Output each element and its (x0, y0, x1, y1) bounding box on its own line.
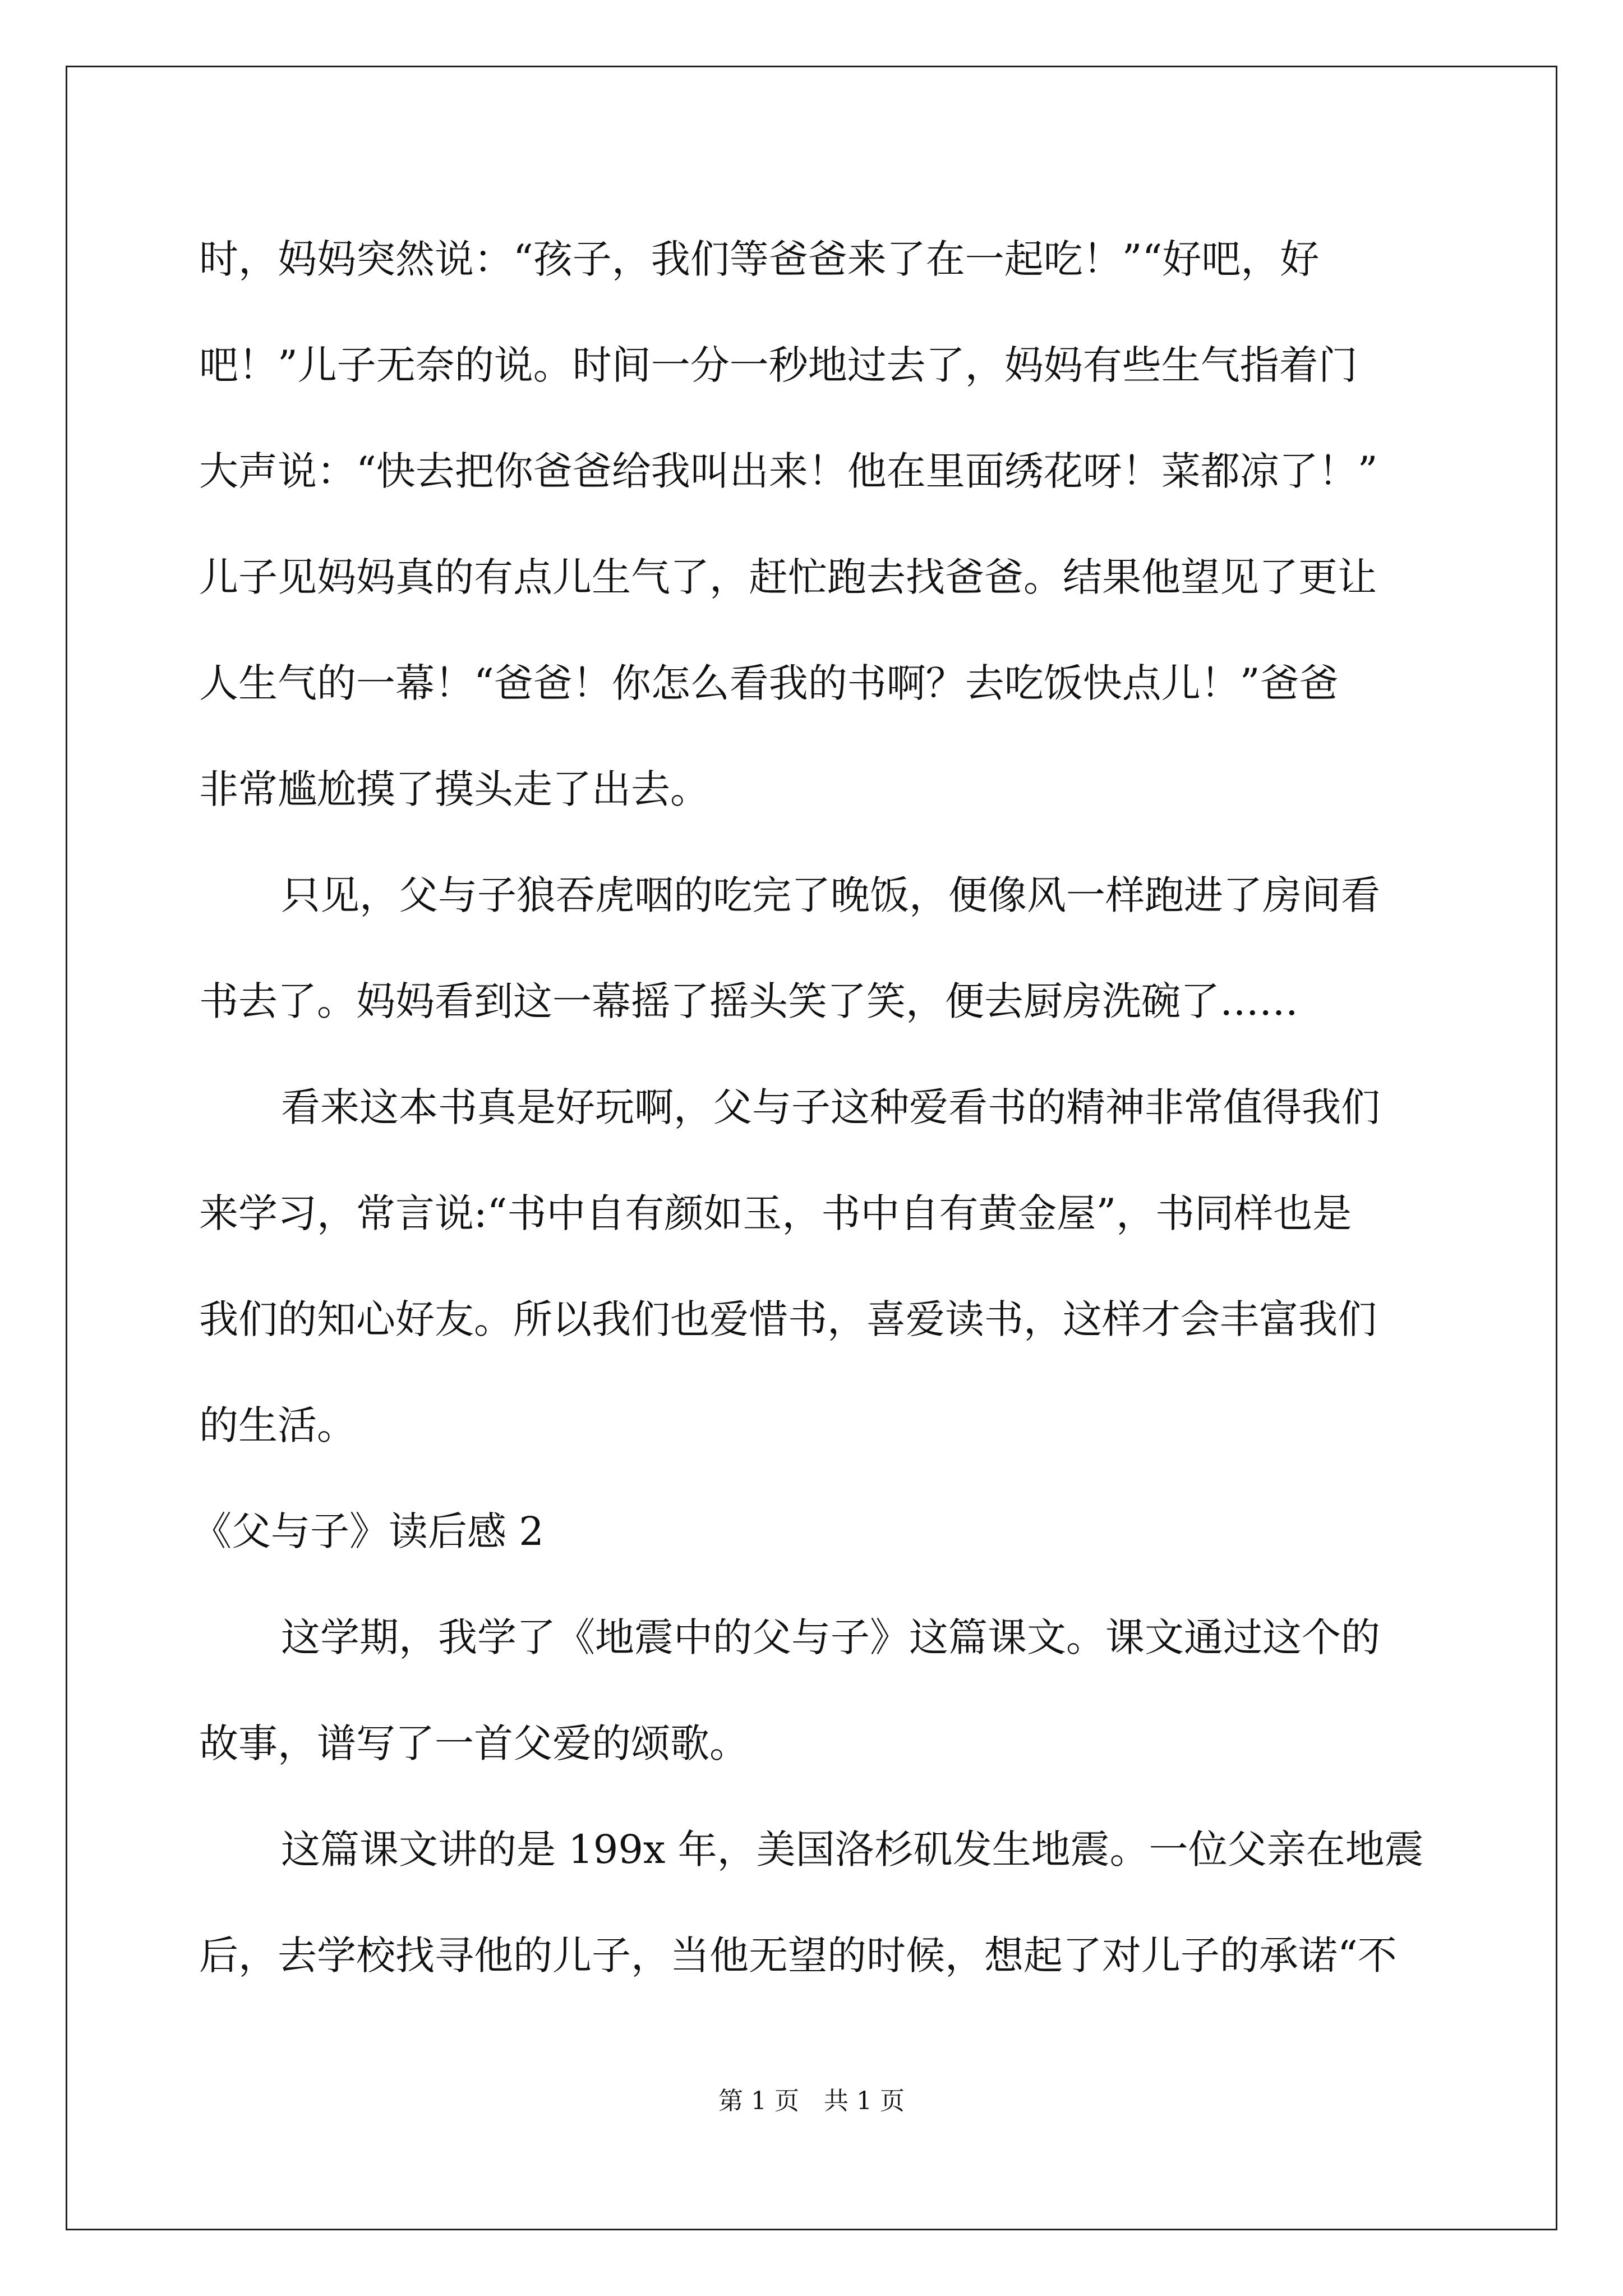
text-line-4: 儿子见妈妈真的有点儿生气了，赶忙跑去找爸爸。结果他望见了更让 (199, 554, 1377, 600)
text-line-16: 这篇课文讲的是 199x 年，美国洛杉矶发生地震。一位父亲在地震 (281, 1826, 1424, 1872)
text-line-17: 后，去学校找寻他的儿子，当他无望的时候，想起了对儿子的承诺“不 (199, 1932, 1397, 1978)
text-line-12: 的生活。 (199, 1402, 356, 1448)
text-line-3: 大声说：“快去把你爸爸给我叫出来！他在里面绣花呀！菜都凉了！” (199, 448, 1378, 494)
text-line-11: 我们的知心好友。所以我们也爱惜书，喜爱读书，这样才会丰富我们 (199, 1296, 1377, 1342)
text-line-8: 书去了。妈妈看到这一幕摇了摇头笑了笑，便去厨房洗碗了…… (199, 978, 1298, 1024)
text-line-15: 故事，谱写了一首父爱的颂歌。 (199, 1720, 749, 1766)
text-line-5: 人生气的一幕！“爸爸！你怎么看我的书啊？去吃饭快点儿！”爸爸 (199, 660, 1339, 706)
text-line-1: 时，妈妈突然说：“孩子，我们等爸爸来了在一起吃！”“好吧，好 (199, 236, 1320, 282)
text-line-7: 只见，父与子狼吞虎咽的吃完了晚饭，便像风一样跑进了房间看 (281, 872, 1380, 918)
document-body (192, 206, 1433, 2009)
text-line-10: 来学习，常言说:“书中自有颜如玉，书中自有黄金屋”，书同样也是 (199, 1190, 1352, 1236)
section-heading: 《父与子》读后感 2 (192, 1508, 544, 1554)
text-line-6: 非常尴尬摸了摸头走了出去。 (199, 766, 709, 812)
text-line-2: 吧！”儿子无奈的说。时间一分一秒地过去了，妈妈有些生气指着门 (199, 342, 1358, 388)
text-line-14: 这学期，我学了《地震中的父与子》这篇课文。课文通过这个的 (281, 1614, 1380, 1660)
page-number-footer: 第 1 页 共 1 页 (718, 2087, 905, 2115)
text-line-9: 看来这本书真是好玩啊，父与子这种爱看书的精神非常值得我们 (281, 1084, 1380, 1130)
